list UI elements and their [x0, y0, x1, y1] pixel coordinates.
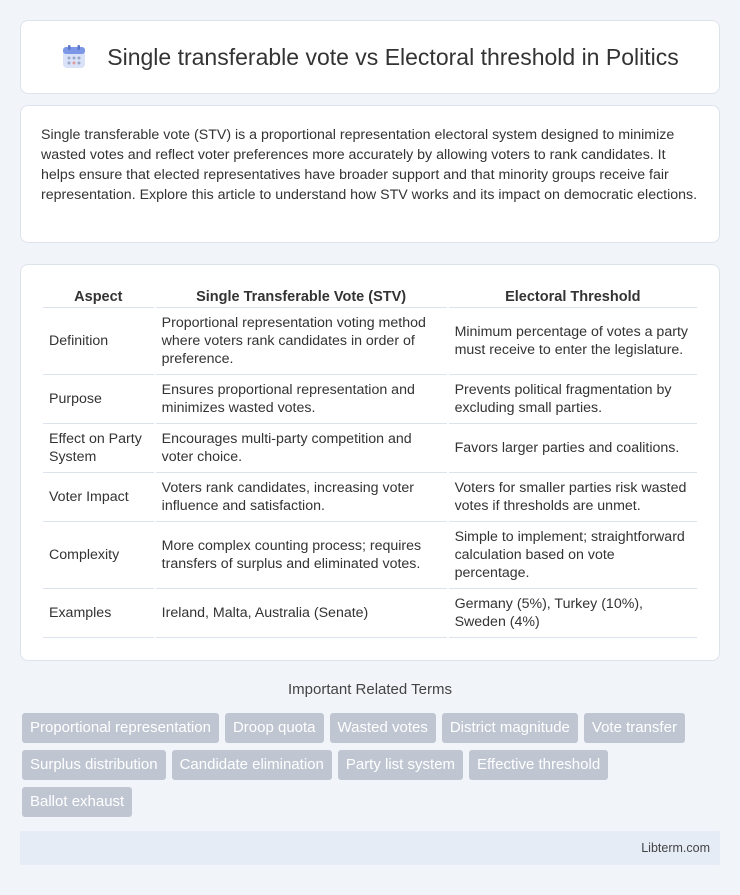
tag-district-magnitude[interactable]: District magnitude: [442, 713, 578, 743]
tag-droop-quota[interactable]: Droop quota: [225, 713, 324, 743]
table-cell-aspect: Purpose: [43, 375, 154, 424]
table-row: [43, 308, 697, 375]
header-aspect: Aspect: [43, 285, 154, 308]
tag-surplus-distribution[interactable]: Surplus distribution: [22, 750, 166, 780]
table-row: [43, 589, 697, 638]
tag-candidate-elimination[interactable]: Candidate elimination: [172, 750, 332, 780]
tag-wasted-votes[interactable]: Wasted votes: [330, 713, 436, 743]
table-cell-stv: Voters rank candidates, increasing voter influence and satisfaction.: [156, 473, 447, 522]
table-cell-aspect: Examples: [43, 589, 154, 638]
page-title: Single transferable vote vs Electoral threshold in Politics: [107, 43, 679, 70]
header-threshold: Electoral Threshold: [449, 285, 697, 308]
header-stv: Single Transferable Vote (STV): [156, 285, 447, 308]
table-cell-aspect: Effect on Party System: [43, 424, 154, 473]
tag-vote-transfer[interactable]: Vote transfer: [584, 713, 685, 743]
table-cell-threshold: Favors larger parties and coalitions.: [449, 424, 697, 473]
table-cell-threshold: Minimum percentage of votes a party must receive to enter the legislature.: [449, 308, 697, 375]
table-cell-threshold: Germany (5%), Turkey (10%), Sweden (4%): [449, 589, 697, 638]
comparison-table-card: [20, 264, 720, 661]
table-cell-stv: Proportional representation voting method where voters rank candidates in order of preference.: [156, 308, 447, 375]
related-terms-heading: Important Related Terms: [288, 681, 452, 698]
table-cell-stv: Ensures proportional representation and minimizes wasted votes.: [156, 375, 447, 424]
table-cell-stv: More complex counting process; requires transfers of surplus and eliminated votes.: [156, 522, 447, 589]
tag-ballot-exhaust[interactable]: Ballot exhaust: [22, 787, 132, 817]
tag-party-list-system[interactable]: Party list system: [338, 750, 463, 780]
table-header-row: [43, 285, 697, 308]
table-cell-threshold: Prevents political fragmentation by excluding small parties.: [449, 375, 697, 424]
table-cell-stv: Encourages multi-party competition and voter choice.: [156, 424, 447, 473]
table-cell-threshold: Voters for smaller parties risk wasted votes if thresholds are unmet.: [449, 473, 697, 522]
footer-site-link[interactable]: Libterm.com: [641, 841, 710, 855]
tag-proportional-representation[interactable]: Proportional representation: [22, 713, 219, 743]
table-row: [43, 375, 697, 424]
table-row: [43, 522, 697, 589]
related-terms-tags: [22, 713, 722, 817]
comparison-table: [41, 285, 699, 638]
table-cell-stv: Ireland, Malta, Australia (Senate): [156, 589, 447, 638]
header-card: [20, 20, 720, 94]
intro-text: Single transferable vote (STV) is a proportional representation electoral system designed to minimize wasted votes and reflect voter preferences more accurately by allowing voters to rank candidates. It helps ensure that elected representatives have broader support and that minority groups receive fair representation. Explore this article to understand how STV works and its impact on democratic elections.: [41, 127, 698, 203]
tag-effective-threshold[interactable]: Effective threshold: [469, 750, 608, 780]
table-row: [43, 424, 697, 473]
table-cell-threshold: Simple to implement; straightforward calculation based on vote percentage.: [449, 522, 697, 589]
table-cell-aspect: Voter Impact: [43, 473, 154, 522]
calendar-icon: [61, 44, 87, 70]
table-cell-aspect: Definition: [43, 308, 154, 375]
intro-card: [20, 105, 720, 243]
table-cell-aspect: Complexity: [43, 522, 154, 589]
table-row: [43, 473, 697, 522]
footer: [20, 831, 720, 865]
